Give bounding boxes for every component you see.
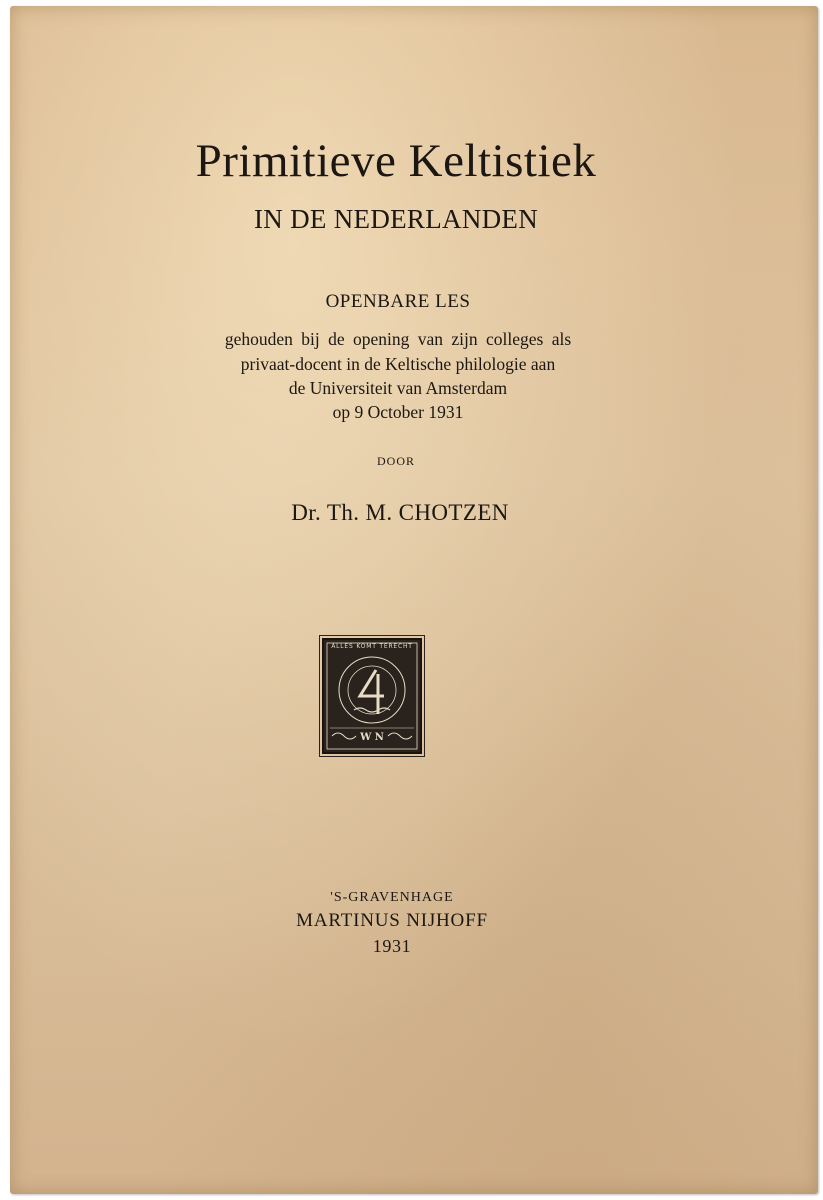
- author-name: Dr. Th. M. CHOTZEN: [291, 500, 509, 525]
- publisher-mark-icon: [322, 638, 422, 754]
- description-line: op 9 October 1931: [332, 402, 464, 422]
- description-line: gehouden bij de opening van zijn colleges als: [224, 329, 572, 349]
- by-label: DOOR: [376, 454, 415, 468]
- emblem-monogram: W N: [360, 732, 384, 743]
- description-line: de Universiteit van Amsterdam: [288, 378, 508, 398]
- publisher-name: MARTINUS NIJHOFF: [296, 910, 488, 931]
- book-cover: [10, 6, 818, 1194]
- publisher-city: 'S-GRAVENHAGE: [330, 890, 454, 905]
- lesson-heading: OPENBARE LES: [325, 291, 471, 312]
- publication-year: 1931: [372, 936, 412, 956]
- description-line: privaat-docent in de Keltische philologie aan: [240, 354, 556, 374]
- book-subtitle: IN DE NEDERLANDEN: [253, 204, 539, 234]
- book-title: Primitieve Keltistiek: [195, 135, 597, 187]
- emblem-motto: ALLES KOMT TERECHT: [331, 643, 413, 650]
